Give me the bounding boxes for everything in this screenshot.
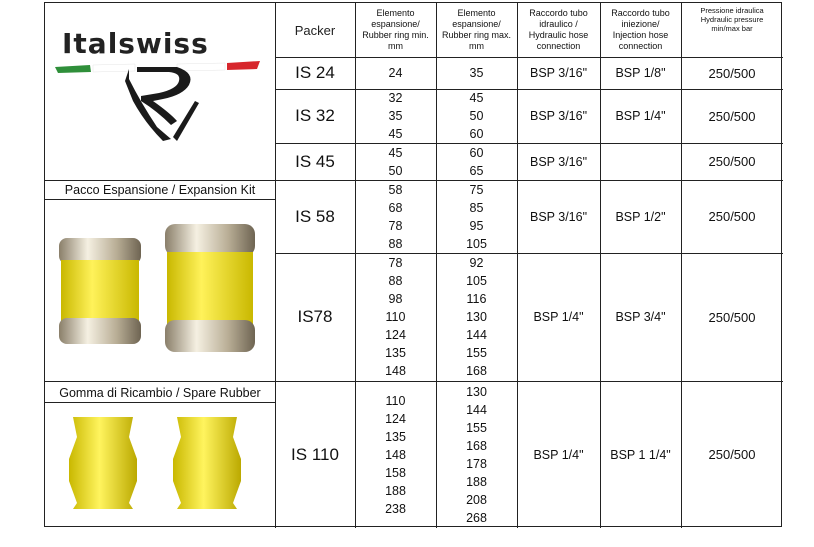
grid-line (275, 253, 783, 254)
spare-rubber-icon (45, 403, 275, 526)
row-2-name: IS 32 (295, 106, 335, 125)
header-pressure: Pressione idraulica Hydraulic pressure min/max bar (700, 6, 764, 33)
row-4-pressure: 250/500 (708, 209, 756, 224)
header-injection: Raccordo tubo iniezione/ Injection hose connection (611, 8, 670, 51)
expansion-kit-label: Pacco Espansione / Expansion Kit (64, 183, 256, 197)
grid-line (355, 3, 356, 528)
expansion-packer-icon (45, 200, 275, 380)
header-hydraulic: Raccordo tubo idraulico / Hydraulic hose connection (528, 8, 589, 51)
header-max: Elemento espansione/ Rubber ring max. mm (441, 8, 512, 51)
row-5-max: 92 105 116 130 144 155 168 (466, 256, 487, 378)
row-4-name: IS 58 (295, 206, 335, 226)
row-2-injection: BSP 1/4" (615, 109, 666, 123)
header-packer: Packer (294, 22, 336, 38)
header-min: Elemento espansione/ Rubber ring min. mm (362, 8, 429, 51)
grid-line (681, 3, 682, 528)
row-4-max: 75 85 95 105 (466, 182, 487, 251)
row-1-injection: BSP 1/8" (615, 66, 666, 80)
row-3-name: IS 45 (295, 151, 335, 171)
grid-line (436, 3, 437, 528)
italian-flag-swoosh-icon (45, 3, 275, 153)
row-6-hydraulic: BSP 1/4" (533, 447, 584, 462)
grid-line (600, 3, 601, 528)
spare-rubber-image (45, 403, 275, 526)
grid-line (45, 180, 783, 181)
row-6-min: 110 124 135 148 158 188 238 (385, 393, 406, 516)
row-1-hydraulic: BSP 3/16" (529, 66, 588, 80)
grid-line (275, 89, 783, 90)
row-4-min: 58 68 78 88 (388, 182, 403, 251)
row-5-min: 78 88 98 110 124 135 148 (385, 256, 406, 378)
row-3-min: 45 50 (388, 145, 403, 178)
row-3-injection (600, 143, 681, 180)
grid-line (275, 3, 276, 528)
row-5-pressure: 250/500 (708, 309, 756, 325)
grid-line (45, 199, 275, 200)
spare-rubber-label: Gomma di Ricambio / Spare Rubber (59, 386, 261, 400)
row-2-max: 45 50 60 (469, 91, 484, 141)
row-5-name: IS78 (297, 307, 333, 326)
row-3-pressure: 250/500 (708, 154, 756, 169)
row-4-hydraulic: BSP 3/16" (529, 209, 588, 224)
grid-line (275, 143, 783, 144)
row-1-max: 35 (469, 66, 484, 80)
row-2-pressure: 250/500 (708, 108, 756, 124)
row-3-hydraulic: BSP 3/16" (529, 154, 588, 169)
row-6-name: IS 110 (291, 444, 339, 464)
brand-logo (45, 3, 275, 180)
row-2-hydraulic: BSP 3/16" (529, 109, 588, 123)
grid-line (45, 381, 783, 382)
row-4-injection: BSP 1/2" (615, 209, 666, 224)
row-1-min: 24 (388, 66, 403, 80)
row-3-max: 60 65 (469, 145, 484, 178)
spec-table (44, 2, 782, 527)
row-6-pressure: 250/500 (708, 447, 756, 462)
row-5-hydraulic: BSP 1/4" (533, 310, 584, 324)
grid-line (275, 57, 783, 58)
row-1-pressure: 250/500 (708, 65, 756, 81)
expansion-kit-image (45, 200, 275, 380)
row-1-name: IS 24 (295, 63, 335, 82)
row-5-injection: BSP 3/4" (615, 310, 666, 324)
grid-line (517, 3, 518, 528)
grid-line (45, 402, 275, 403)
row-2-min: 32 35 45 (388, 91, 403, 141)
row-6-max: 130 144 155 168 178 188 208 268 (466, 384, 487, 525)
row-6-injection: BSP 1 1/4" (610, 447, 671, 462)
brand-logo-text: Italswiss (62, 27, 209, 60)
